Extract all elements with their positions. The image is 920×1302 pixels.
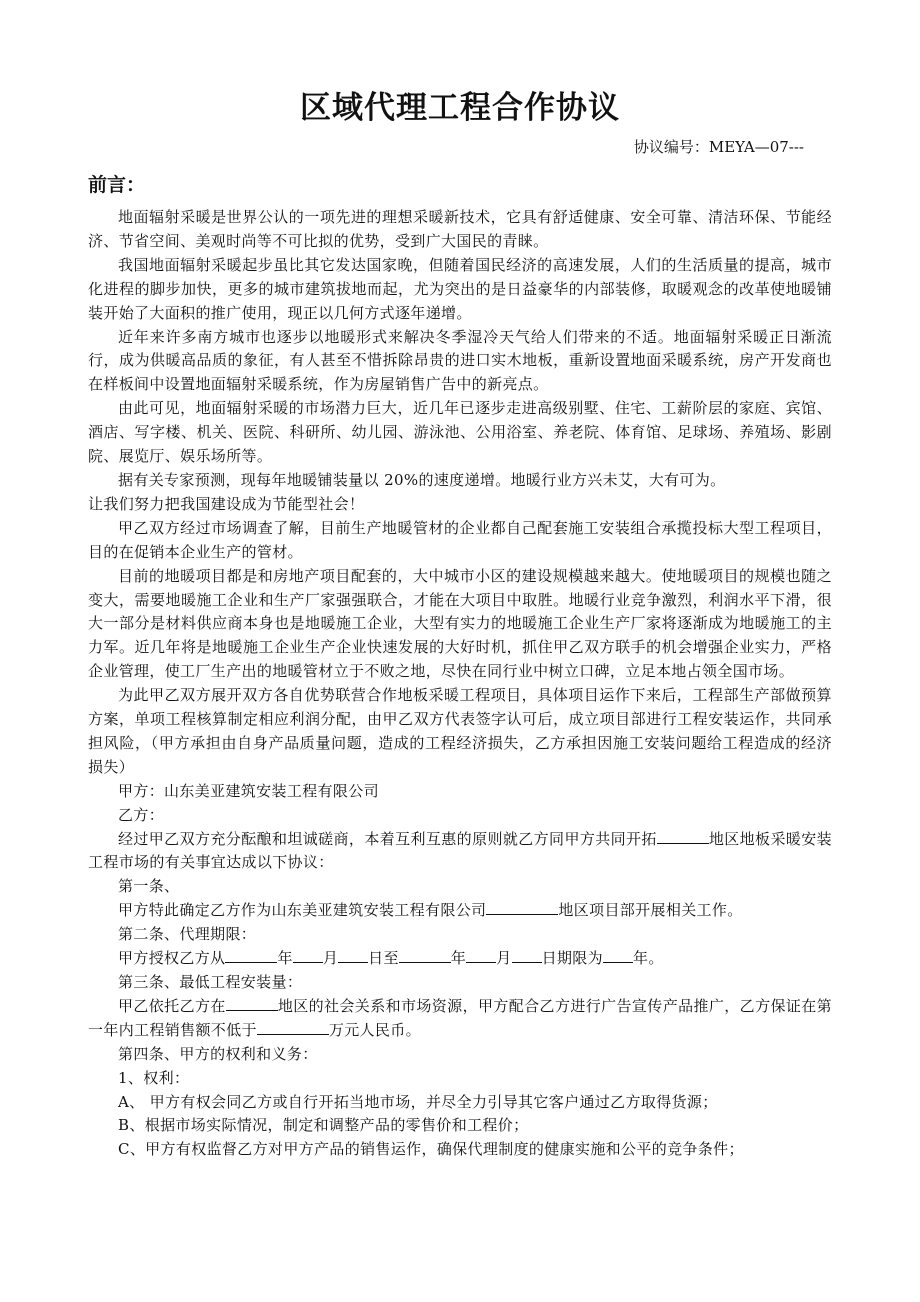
paragraph: 据有关专家预测，现每年地暖铺装量以 20%的速度递增。地暖行业方兴未艾，大有可为。 (118, 470, 726, 489)
paragraph: 地面辐射采暖是世界公认的一项先进的理想采暖新技术，它具有舒适健康、安全可靠、清洁环保、节能经济、节省空间、美观时尚等不可比拟的优势，受到广大国民的青睐。 (88, 208, 832, 250)
paragraph: 甲乙双方经过市场调查了解，目前生产地暖管材的企业都自己配套施工安装组合承揽投标大型工程项目，目的在促销本企业生产的管材。 (88, 518, 832, 561)
blank-field (338, 947, 368, 963)
article-4-rights: 1、权利： (118, 1068, 190, 1087)
document-body (88, 206, 832, 1162)
blank-field (225, 947, 277, 963)
paragraph: 让我们努力把我国建设成为节能型社会！ (88, 494, 365, 513)
blank-field (512, 947, 542, 963)
blank-field (399, 947, 451, 963)
blank-field (603, 947, 633, 963)
paragraph: 为此甲乙双方展开双方各自优势联营合作地板采暖工程项目，具体项目运作下来后，工程部生产部做预算方案，单项工程核算制定相应利润分配，由甲乙双方代表签字认可后，成立项目部进行工程安装运作，共同承担风险，（甲方承担由自身产品质量问题，造成的工程经济损失，乙方承担因施工安装问题给工程造成的经济损失） (88, 686, 832, 776)
blank-field (226, 995, 278, 1011)
party-b: 乙方： (118, 805, 165, 824)
article-1-body: 甲方特此确定乙方作为山东美亚建筑安装工程有限公司 地区项目部开展相关工作。 (118, 901, 743, 920)
paragraph: 目前的地暖项目都是和房地产项目配套的，大中城市小区的建设规模越来越大。使地暖项目的规模也随之变大，需要地暖施工企业和生产厂家强强联合，才能在大项目中取胜。地暖行业竞争激烈，利润水平下滑，很大一部分是材料供应商本身也是地暖施工企业，大型有实力的地暖施工企业生产厂家将逐渐成为地暖施工的主力军。近几年将是地暖施工企业生产企业快速发展的大好时机，抓住甲乙双方联手的机会增强企业实力，严格企业管理，使工厂生产出的地暖管材立于不败之地，尽快在同行业中树立口碑，立足本地占领全国市场。 (88, 566, 832, 681)
article-1-title: 第一条、 (118, 877, 180, 896)
article-3-title: 第三条、最低工程安装量： (118, 973, 303, 991)
agreement-intro: 经过甲乙双方充分酝酿和坦诚磋商，本着互利互惠的原则就乙方同甲方共同开拓 地区地板采暖安装工程市场的有关事宜达成以下协议： (88, 829, 832, 872)
blank-field (257, 1019, 329, 1035)
blank-field (293, 947, 323, 963)
party-a: 甲方：山东美亚建筑安装工程有限公司 (118, 781, 379, 800)
article-4-item-a: A、 甲方有权会同乙方或自行开拓当地市场，并尽全力引导其它客户通过乙方取得货源； (118, 1092, 718, 1111)
article-4-item-c: C、甲方有权监督乙方对甲方产品的销售运作，确保代理制度的健康实施和公平的竞争条件； (118, 1140, 744, 1159)
paragraph: 近年来许多南方城市也逐步以地暖形式来解决冬季湿冷天气给人们带来的不适。地面辐射采暖正日渐流行，成为供暖高品质的象征，有人甚至不惜拆除昂贵的进口实木地板，重新设置地面采暖系统，房产开发商也在样板间中设置地面辐射采暖系统，作为房屋销售广告中的新亮点。 (88, 327, 832, 394)
paragraph: 由此可见，地面辐射采暖的市场潜力巨大，近几年已逐步走进高级别墅、住宅、工薪阶层的家庭、宾馆、酒店、写字楼、机关、医院、科研所、幼儿园、游泳池、公用浴室、养老院、体育馆、足球场、养殖场、影剧院、展览厅、娱乐场所等。 (88, 399, 832, 466)
document-title: 区域代理工程合作协议 (300, 90, 620, 126)
paragraph: 我国地面辐射采暖起步虽比其它发达国家晚，但随着国民经济的高速发展，人们的生活质量的提高，城市化进程的脚步加快，更多的城市建筑拔地而起，尤为突出的是日益豪华的内部装修，取暖观念的改革使地暖铺装开始了大面积的推广使用，现正以几何方式逐年递增。 (88, 255, 832, 322)
preface-heading: 前言： (88, 174, 146, 196)
blank-field (657, 828, 709, 844)
blank-field (486, 899, 558, 915)
article-3-body: 甲乙依托乙方在 地区的社会关系和市场资源，甲方配合乙方进行广告宣传产品推广，乙方保证在第一年内工程销售额不低于 万元人民币。 (88, 996, 833, 1039)
blank-field (466, 947, 496, 963)
article-2-title: 第二条、代理期限： (118, 925, 257, 944)
article-4-item-b: B、根据市场实际情况，制定和调整产品的零售价和工程价； (118, 1116, 529, 1135)
agreement-number: 协议编号：MEYA—07--- (633, 138, 804, 156)
article-2-body: 甲方授权乙方从 年 月 日至 年 月 日期限为 年。 (118, 949, 664, 968)
article-4-title: 第四条、甲方的权利和义务： (118, 1044, 318, 1063)
